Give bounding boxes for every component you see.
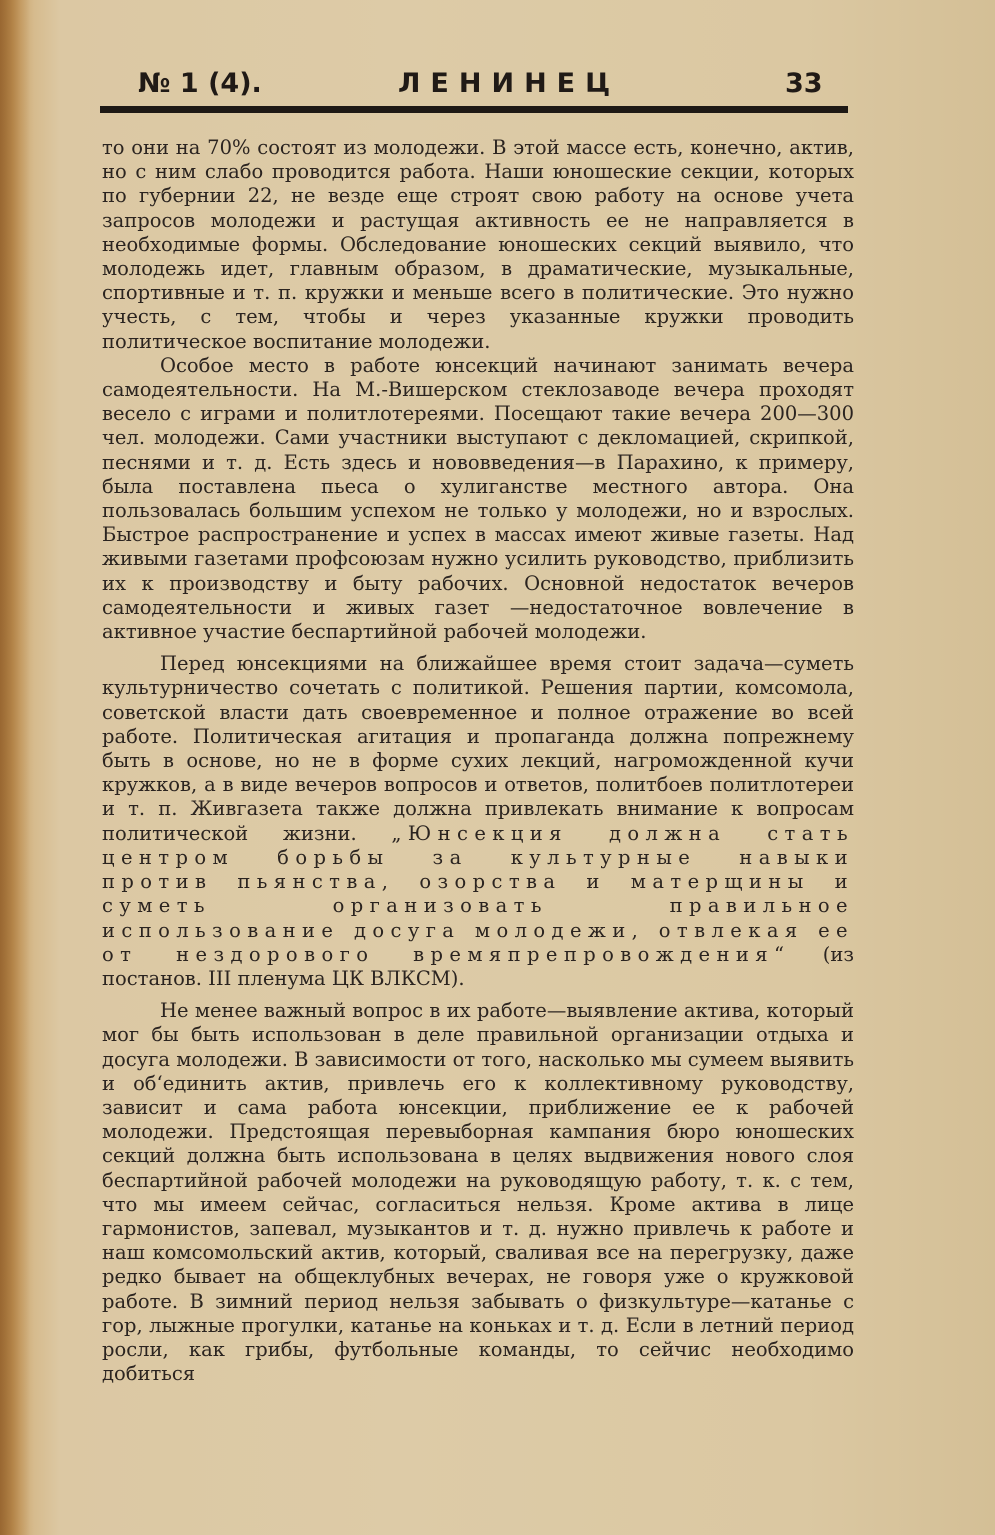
quote-source: (из постанов. III пленума ЦК ВЛКСМ). [102,942,855,990]
issue-number: № 1 (4). [138,68,262,99]
paragraph-2: Особое место в работе юнсекций начинают занимать вечера самодеятельности. На М.-Вишерском стеклозаводе вечера проходят весело с играми и политлотереями. Посещают такие вечера 200—300 чел. молодежи. Сами участники выступают с декломацией, скрипкой, песнями и т. д. Есть здесь и нововведения—в Парахино, к примеру, была поставлена пьеса о хулиганстве местного автора. Она пользовалась большим успехом не только у молодежи, но и взрослых. Быстрое распространение и успех в массах имеют живые газеты. Над живыми газетами профсоюзам нужно усилить руководство, приблизить их к производству и быту рабочих. Основной недостаток вечеров самодеятельности и живых газет —недостаточное вовлечение в активное участие беспартийной рабочей молодежи. [102,353,854,644]
page-number: 33 [785,68,823,99]
resolution-quote: „Юнсекция должна стать центром борьбы за культурные навыки против пьянства, озорства и матерщины и суметь организовать правильное использование досуга молодежи, отвлекая ее от нездорового времяпрепровождения“ [102,821,854,966]
article-body [102,136,854,1386]
binding-shadow [0,0,34,1535]
paragraph-1: то они на 70% состоят из молодежи. В этой массе есть, конечно, актив, но с ним слабо проводится работа. Наши юношеские секции, которых по губернии 22, не везде еще строят свою работу на основе учета запросов молодежи и растущая активность ее не направляется в необходимые формы. Обследование юношеских секций выявило, что молодежь идет, главным образом, в драматические, музыкальные, спортивные и т. п. кружки и меньше всего в политические. Это нужно учесть, с тем, чтобы и через указанные кружки проводить политическое воспитание молодежи. [102,136,854,353]
paragraph-4: Не менее важный вопрос в их работе—выявление актива, который мог бы быть использован в деле правильной организации отдыха и досуга молодежи. В зависимости от того, насколько мы сумеем выявить и об‘единить актив, привлечь его к коллективному руководству, зависит и сама работа юнсекции, приближение ее к рабочей молодежи. Предстоящая перевыборная кампания бюро юношеских секций должна быть использована в целях выдвижения нового слоя беспартийной рабочей молодежи на руководящую работу, т. к. с тем, что мы имеем сейчас, согласиться нельзя. Кроме актива в лице гармонистов, запевал, музыкантов и т. д. нужно привлечь к работе и наш комсомольский актив, который, сваливая все на перегрузку, даже редко бывает на общеклубных вечерах, не говоря уже о кружковой работе. В зимний период нельзя забывать о физкультуре—катанье с гор, лыжные прогулки, катанье на коньках и т. д. Если в летний период росли, как грибы, футбольные команды, то сейчис необходимо добиться [102,999,854,1386]
journal-title: ЛЕНИНЕЦ [398,68,621,99]
running-header [100,58,852,106]
paragraph-3-text: Перед юнсекциями на ближайшее время стоит задача—суметь культурничество сочетать с политикой. Решения партии, комсомола, советской власти дать своевременное и полное отражение во всей работе. Политическая агитация и пропаганда должна попрежнему быть в основе, но не в форме сухих лекций, нагроможденной кучи кружков, а в виде вечеров вопросов и ответов, политбоев политлотереи и т. п. Живгазета также должна привлекать внимание к вопросам политической жизни. [102,652,854,845]
paragraph-3 [102,652,854,991]
header-rule [100,106,848,113]
page-content [100,58,855,1458]
